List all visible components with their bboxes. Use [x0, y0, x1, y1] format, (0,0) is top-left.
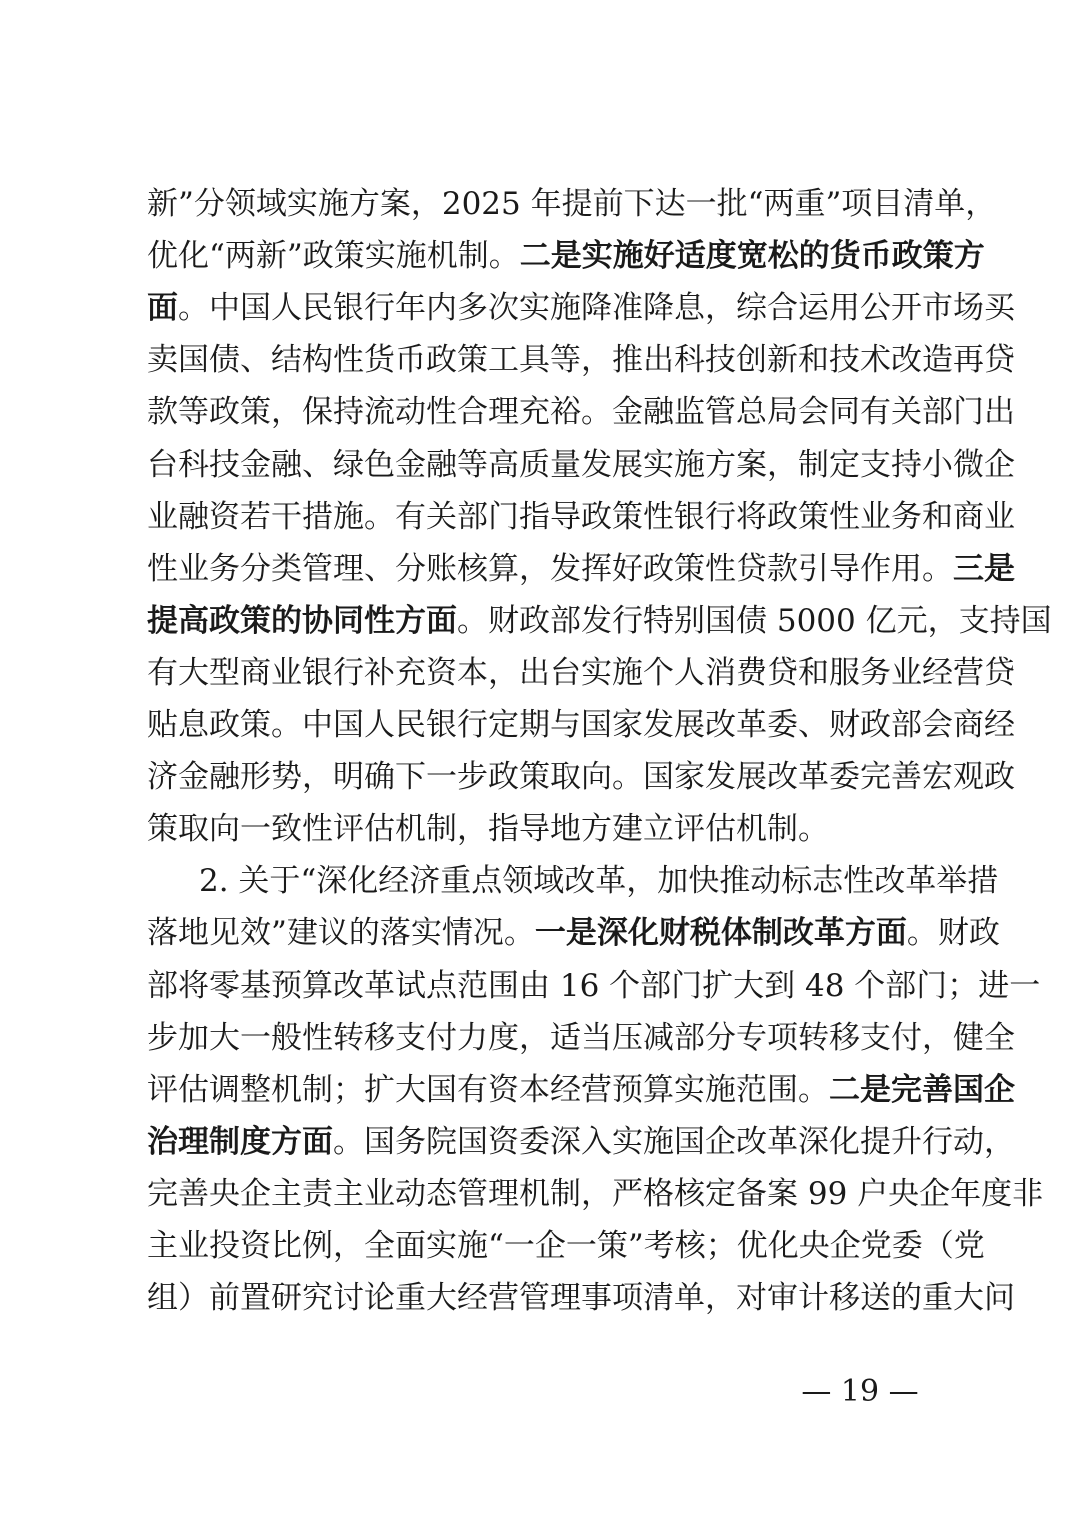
text-line [147, 236, 985, 276]
text-line [147, 445, 1015, 485]
text-line [147, 601, 1052, 641]
text-line [147, 184, 997, 224]
bold-text-segment: 治理制度方面 [147, 1123, 333, 1160]
bold-text-segment: 三是 [953, 550, 1015, 587]
text-line [147, 1174, 1044, 1214]
text-line [147, 392, 1015, 432]
text-segment: 新”分领域实施方案，2025 年提前下达一批“两重”项目清单， [147, 186, 997, 222]
bold-text-segment: 一是深化财税体制改革方面 [534, 915, 907, 952]
text-line [147, 340, 1015, 380]
text-segment: 组）前置研究讨论重大经营管理事项清单，对审计移送的重大问 [147, 1280, 1015, 1317]
text-segment: 完善央企主责主业动态管理机制，严格核定备案 99 户央企年度非 [147, 1175, 1044, 1212]
text-line [199, 861, 999, 901]
text-segment: 卖国债、结构性货币政策工具等，推出科技创新和技术改造再贷 [147, 342, 1015, 379]
text-segment: 台科技金融、绿色金融等高质量发展实施方案，制定支持小微企 [147, 446, 1015, 483]
text-segment: 。中国人民银行年内多次实施降准降息，综合运用公开市场买 [178, 290, 1015, 327]
text-segment: 评估调整机制；扩大国有资本经营预算实施范围。 [147, 1071, 829, 1108]
text-segment: 优化“两新”政策实施机制。 [147, 238, 520, 275]
text-segment: 款等政策，保持流动性合理充裕。金融监管总局会同有关部门出 [147, 394, 1015, 431]
bold-text-segment: 面 [147, 290, 178, 327]
text-segment: 主业投资比例，全面实施“一企一策”考核；优化央企党委（党 [147, 1228, 985, 1264]
text-segment: 策取向一致性评估机制，指导地方建立评估机制。 [147, 811, 829, 848]
text-line [147, 549, 1015, 589]
text-line [147, 497, 1015, 537]
text-segment: 有大型商业银行补充资本，出台实施个人消费贷和服务业经营贷 [147, 654, 1015, 691]
text-segment: 。财政部发行特别国债 5000 亿元，支持国 [457, 602, 1052, 639]
text-line [147, 1226, 985, 1266]
text-line [147, 1070, 1015, 1110]
bold-text-segment: 提高政策的协同性方面 [147, 602, 457, 639]
text-line [147, 705, 1015, 745]
text-segment: 。国务院国资委深入实施国企改革深化提升行动， [333, 1123, 1015, 1160]
text-segment: 济金融形势，明确下一步政策取向。国家发展改革委完善宏观政 [147, 759, 1015, 796]
text-segment: 。财政 [906, 915, 1000, 952]
text-segment: 步加大一般性转移支付力度，适当压减部分专项转移支付，健全 [147, 1019, 1015, 1056]
text-line [147, 1122, 1015, 1162]
text-line [147, 966, 1041, 1006]
text-segment: 落地见效”建议的落实情况。 [147, 915, 535, 952]
text-line [147, 913, 1000, 953]
text-line [147, 1018, 1015, 1058]
text-line [147, 757, 1015, 797]
bold-text-segment: 二是实施好适度宽松的货币政策方 [519, 238, 985, 275]
text-line [147, 1278, 1015, 1318]
text-segment: 业融资若干措施。有关部门指导政策性银行将政策性业务和商业 [147, 498, 1015, 535]
text-segment: 贴息政策。中国人民银行定期与国家发展改革委、财政部会商经 [147, 707, 1015, 743]
text-line [147, 653, 1015, 693]
text-segment: 部将零基预算改革试点范围由 16 个部门扩大到 48 个部门；进一 [147, 967, 1041, 1004]
bold-text-segment: 二是完善国企 [829, 1071, 1015, 1108]
page-number: — 19 — [801, 1374, 919, 1409]
text-line [147, 809, 935, 849]
text-segment: 2. 关于“深化经济重点领域改革，加快推动标志性改革举措 [199, 863, 999, 900]
text-line [147, 288, 1015, 328]
text-segment: 性业务分类管理、分账核算，发挥好政策性贷款引导作用。 [147, 550, 953, 587]
